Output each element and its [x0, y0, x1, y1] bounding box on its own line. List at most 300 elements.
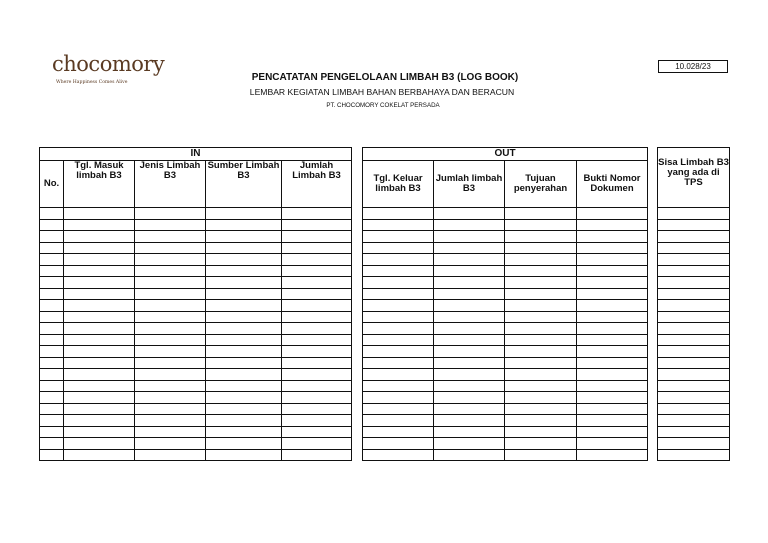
table-row	[40, 357, 730, 369]
table-cell[interactable]	[206, 346, 282, 358]
table-cell[interactable]	[282, 346, 352, 358]
page-title: PENCATATAN PENGELOLAAN LIMBAH B3 (LOG BOOK)	[251, 72, 519, 83]
table-cell[interactable]	[577, 277, 648, 289]
logo-wordmark: chocomory	[52, 52, 165, 76]
table-cell[interactable]	[434, 265, 505, 277]
table-cell[interactable]	[658, 438, 730, 450]
table-cell[interactable]	[658, 357, 730, 369]
table-cell[interactable]	[505, 288, 577, 300]
table-cell[interactable]	[577, 208, 648, 220]
table-cell[interactable]	[505, 265, 577, 277]
table-cell[interactable]	[135, 403, 206, 415]
column-separator	[648, 277, 658, 289]
log-table-body	[40, 208, 730, 461]
table-cell[interactable]	[206, 277, 282, 289]
table-cell[interactable]	[282, 369, 352, 381]
column-separator	[648, 265, 658, 277]
table-cell[interactable]	[40, 357, 64, 369]
table-cell[interactable]	[135, 288, 206, 300]
table-cell[interactable]	[505, 231, 577, 243]
table-cell[interactable]	[363, 334, 434, 346]
table-row	[40, 415, 730, 427]
table-row	[40, 265, 730, 277]
table-cell[interactable]	[40, 323, 64, 335]
table-cell[interactable]	[64, 369, 135, 381]
table-cell[interactable]	[577, 426, 648, 438]
table-cell[interactable]	[282, 415, 352, 427]
table-cell[interactable]	[505, 392, 577, 404]
table-row	[40, 277, 730, 289]
table-cell[interactable]	[282, 219, 352, 231]
table-cell[interactable]	[206, 334, 282, 346]
table-cell[interactable]	[40, 288, 64, 300]
table-row	[40, 219, 730, 231]
table-row	[40, 323, 730, 335]
column-separator	[648, 242, 658, 254]
table-cell[interactable]	[658, 208, 730, 220]
table-cell[interactable]	[206, 265, 282, 277]
table-cell[interactable]	[505, 311, 577, 323]
table-cell[interactable]	[363, 311, 434, 323]
column-separator	[352, 415, 363, 427]
column-separator	[352, 380, 363, 392]
table-row	[40, 392, 730, 404]
table-cell[interactable]	[135, 380, 206, 392]
table-cell[interactable]	[658, 311, 730, 323]
table-cell[interactable]	[434, 415, 505, 427]
column-separator	[352, 438, 363, 450]
table-cell[interactable]	[658, 346, 730, 358]
table-cell[interactable]	[434, 288, 505, 300]
table-row	[40, 311, 730, 323]
table-cell[interactable]	[658, 254, 730, 266]
table-cell[interactable]	[206, 288, 282, 300]
header-jumlah-in: Jumlah Limbah B3	[282, 161, 352, 208]
column-separator	[648, 346, 658, 358]
table-cell[interactable]	[363, 277, 434, 289]
table-cell[interactable]	[363, 426, 434, 438]
table-cell[interactable]	[40, 231, 64, 243]
column-separator	[648, 288, 658, 300]
table-cell[interactable]	[282, 277, 352, 289]
table-cell[interactable]	[135, 208, 206, 220]
table-cell[interactable]	[135, 357, 206, 369]
table-cell[interactable]	[40, 415, 64, 427]
column-separator	[352, 265, 363, 277]
table-cell[interactable]	[135, 415, 206, 427]
table-cell[interactable]	[64, 288, 135, 300]
column-separator	[352, 369, 363, 381]
column-separator	[352, 311, 363, 323]
table-cell[interactable]	[505, 438, 577, 450]
table-cell[interactable]	[206, 415, 282, 427]
table-cell[interactable]	[206, 449, 282, 461]
table-cell[interactable]	[206, 438, 282, 450]
column-separator	[352, 231, 363, 243]
table-cell[interactable]	[505, 380, 577, 392]
table-cell[interactable]	[40, 334, 64, 346]
column-separator	[648, 219, 658, 231]
table-cell[interactable]	[282, 438, 352, 450]
table-cell[interactable]	[64, 392, 135, 404]
table-cell[interactable]	[363, 392, 434, 404]
table-cell[interactable]	[282, 300, 352, 312]
table-cell[interactable]	[282, 208, 352, 220]
table-cell[interactable]	[577, 311, 648, 323]
table-cell[interactable]	[434, 392, 505, 404]
table-cell[interactable]	[40, 219, 64, 231]
table-cell[interactable]	[577, 288, 648, 300]
column-separator	[648, 426, 658, 438]
table-cell[interactable]	[282, 288, 352, 300]
table-cell[interactable]	[135, 334, 206, 346]
table-cell[interactable]	[64, 449, 135, 461]
table-cell[interactable]	[206, 208, 282, 220]
table-cell[interactable]	[658, 300, 730, 312]
table-cell[interactable]	[658, 231, 730, 243]
column-separator	[648, 415, 658, 427]
table-cell[interactable]	[658, 277, 730, 289]
table-cell[interactable]	[363, 369, 434, 381]
table-row	[40, 449, 730, 461]
table-cell[interactable]	[505, 369, 577, 381]
table-cell[interactable]	[505, 323, 577, 335]
table-cell[interactable]	[64, 415, 135, 427]
table-cell[interactable]	[135, 311, 206, 323]
page-subtitle: LEMBAR KEGIATAN LIMBAH BAHAN BERBAHAYA DAN BERACUN	[249, 87, 515, 97]
out-group-header: OUT	[363, 148, 648, 161]
table-cell[interactable]	[658, 265, 730, 277]
table-cell[interactable]	[282, 380, 352, 392]
table-cell[interactable]	[363, 288, 434, 300]
column-separator	[352, 161, 363, 208]
table-cell[interactable]	[505, 357, 577, 369]
table-cell[interactable]	[363, 438, 434, 450]
table-cell[interactable]	[363, 231, 434, 243]
table-cell[interactable]	[282, 323, 352, 335]
column-separator	[352, 277, 363, 289]
table-cell[interactable]	[434, 357, 505, 369]
table-cell[interactable]	[135, 242, 206, 254]
table-cell[interactable]	[505, 219, 577, 231]
table-cell[interactable]	[577, 323, 648, 335]
table-cell[interactable]	[505, 242, 577, 254]
table-cell[interactable]	[135, 392, 206, 404]
column-separator	[648, 323, 658, 335]
column-separator	[648, 161, 658, 208]
column-separator	[352, 288, 363, 300]
table-cell[interactable]	[658, 288, 730, 300]
table-cell[interactable]	[658, 449, 730, 461]
table-cell[interactable]	[577, 392, 648, 404]
table-cell[interactable]	[64, 311, 135, 323]
table-cell[interactable]	[658, 392, 730, 404]
table-cell[interactable]	[206, 219, 282, 231]
table-cell[interactable]	[505, 346, 577, 358]
in-group-header: IN	[40, 148, 352, 161]
table-cell[interactable]	[282, 254, 352, 266]
table-cell[interactable]	[64, 357, 135, 369]
column-separator	[648, 392, 658, 404]
table-cell[interactable]	[363, 357, 434, 369]
table-cell[interactable]	[658, 334, 730, 346]
column-separator	[648, 449, 658, 461]
table-cell[interactable]	[135, 231, 206, 243]
table-cell[interactable]	[363, 415, 434, 427]
table-cell[interactable]	[434, 438, 505, 450]
table-cell[interactable]	[64, 323, 135, 335]
table-cell[interactable]	[40, 311, 64, 323]
table-cell[interactable]	[64, 346, 135, 358]
table-cell[interactable]	[64, 277, 135, 289]
table-row	[40, 208, 730, 220]
column-separator	[648, 403, 658, 415]
table-cell[interactable]	[40, 242, 64, 254]
table-cell[interactable]	[282, 242, 352, 254]
table-cell[interactable]	[135, 449, 206, 461]
table-cell[interactable]	[505, 415, 577, 427]
table-row	[40, 254, 730, 266]
table-cell[interactable]	[135, 323, 206, 335]
table-cell[interactable]	[505, 300, 577, 312]
table-cell[interactable]	[577, 369, 648, 381]
table-cell[interactable]	[434, 426, 505, 438]
column-separator	[352, 346, 363, 358]
table-cell[interactable]	[135, 438, 206, 450]
table-cell[interactable]	[577, 242, 648, 254]
table-cell[interactable]	[282, 392, 352, 404]
table-cell[interactable]	[282, 403, 352, 415]
table-cell[interactable]	[363, 403, 434, 415]
column-separator	[648, 231, 658, 243]
column-separator	[648, 369, 658, 381]
table-cell[interactable]	[135, 219, 206, 231]
column-separator	[352, 334, 363, 346]
table-cell[interactable]	[64, 300, 135, 312]
log-book-table	[39, 147, 730, 461]
table-cell[interactable]	[363, 346, 434, 358]
table-cell[interactable]	[658, 426, 730, 438]
table-cell[interactable]	[577, 219, 648, 231]
document-number: 10.028/23	[658, 60, 728, 73]
column-separator	[648, 380, 658, 392]
table-cell[interactable]	[577, 254, 648, 266]
table-cell[interactable]	[64, 265, 135, 277]
table-cell[interactable]	[206, 357, 282, 369]
column-separator	[352, 219, 363, 231]
table-cell[interactable]	[40, 300, 64, 312]
column-separator	[648, 357, 658, 369]
table-cell[interactable]	[40, 426, 64, 438]
table-cell[interactable]	[40, 346, 64, 358]
table-cell[interactable]	[434, 208, 505, 220]
table-cell[interactable]	[363, 323, 434, 335]
table-cell[interactable]	[577, 438, 648, 450]
table-cell[interactable]	[434, 311, 505, 323]
table-row	[40, 300, 730, 312]
table-cell[interactable]	[505, 449, 577, 461]
table-cell[interactable]	[135, 300, 206, 312]
table-cell[interactable]	[135, 254, 206, 266]
header-jumlah-out: Jumlah limbah B3	[434, 161, 505, 208]
table-cell[interactable]	[64, 254, 135, 266]
table-cell[interactable]	[206, 369, 282, 381]
table-cell[interactable]	[434, 449, 505, 461]
table-cell[interactable]	[40, 449, 64, 461]
table-cell[interactable]	[40, 380, 64, 392]
table-cell[interactable]	[363, 254, 434, 266]
table-cell[interactable]	[206, 426, 282, 438]
column-separator	[352, 208, 363, 220]
column-separator	[648, 334, 658, 346]
table-cell[interactable]	[577, 346, 648, 358]
table-cell[interactable]	[363, 219, 434, 231]
table-cell[interactable]	[135, 346, 206, 358]
table-cell[interactable]	[434, 380, 505, 392]
column-separator	[648, 148, 658, 161]
table-cell[interactable]	[282, 265, 352, 277]
column-separator	[648, 438, 658, 450]
table-cell[interactable]	[577, 403, 648, 415]
table-cell[interactable]	[64, 334, 135, 346]
table-cell[interactable]	[282, 426, 352, 438]
table-cell[interactable]	[64, 219, 135, 231]
column-separator	[648, 300, 658, 312]
table-cell[interactable]	[40, 277, 64, 289]
table-cell[interactable]	[658, 415, 730, 427]
table-cell[interactable]	[282, 449, 352, 461]
table-cell[interactable]	[505, 254, 577, 266]
header-bukti-dokumen: Bukti Nomor Dokumen	[577, 161, 648, 208]
table-cell[interactable]	[206, 242, 282, 254]
table-cell[interactable]	[577, 449, 648, 461]
column-separator	[352, 426, 363, 438]
table-cell[interactable]	[363, 242, 434, 254]
table-cell[interactable]	[206, 380, 282, 392]
table-cell[interactable]	[658, 369, 730, 381]
table-row	[40, 242, 730, 254]
table-cell[interactable]	[135, 265, 206, 277]
table-cell[interactable]	[363, 265, 434, 277]
table-row	[40, 426, 730, 438]
column-separator	[352, 148, 363, 161]
table-cell[interactable]	[577, 334, 648, 346]
table-cell[interactable]	[206, 300, 282, 312]
table-cell[interactable]	[64, 208, 135, 220]
company-logo	[52, 52, 165, 92]
table-row	[40, 438, 730, 450]
table-cell[interactable]	[282, 311, 352, 323]
table-cell[interactable]	[363, 380, 434, 392]
table-cell[interactable]	[577, 380, 648, 392]
table-cell[interactable]	[434, 242, 505, 254]
table-cell[interactable]	[505, 334, 577, 346]
table-cell[interactable]	[505, 277, 577, 289]
table-cell[interactable]	[64, 242, 135, 254]
table-cell[interactable]	[282, 334, 352, 346]
table-cell[interactable]	[434, 219, 505, 231]
table-cell[interactable]	[40, 392, 64, 404]
table-cell[interactable]	[434, 323, 505, 335]
table-cell[interactable]	[206, 311, 282, 323]
table-cell[interactable]	[206, 231, 282, 243]
table-cell[interactable]	[40, 265, 64, 277]
company-name: PT. CHOCOMORY COKELAT PERSADA	[326, 102, 440, 109]
table-cell[interactable]	[135, 426, 206, 438]
table-cell[interactable]	[40, 403, 64, 415]
table-row	[40, 346, 730, 358]
table-cell[interactable]	[206, 323, 282, 335]
table-cell[interactable]	[40, 208, 64, 220]
column-separator	[352, 357, 363, 369]
table-row	[40, 288, 730, 300]
table-cell[interactable]	[577, 415, 648, 427]
table-cell[interactable]	[282, 357, 352, 369]
table-cell[interactable]	[658, 242, 730, 254]
table-cell[interactable]	[135, 277, 206, 289]
table-cell[interactable]	[363, 300, 434, 312]
table-cell[interactable]	[577, 300, 648, 312]
column-separator	[352, 242, 363, 254]
table-cell[interactable]	[206, 392, 282, 404]
table-cell[interactable]	[434, 403, 505, 415]
column-separator	[352, 254, 363, 266]
table-row	[40, 380, 730, 392]
table-cell[interactable]	[434, 300, 505, 312]
table-cell[interactable]	[64, 438, 135, 450]
table-row	[40, 334, 730, 346]
table-cell[interactable]	[64, 231, 135, 243]
table-cell[interactable]	[658, 380, 730, 392]
table-cell[interactable]	[40, 369, 64, 381]
column-separator	[352, 403, 363, 415]
table-cell[interactable]	[505, 426, 577, 438]
table-row	[40, 231, 730, 243]
table-cell[interactable]	[434, 334, 505, 346]
table-cell[interactable]	[363, 449, 434, 461]
table-cell[interactable]	[434, 277, 505, 289]
table-cell[interactable]	[135, 369, 206, 381]
column-separator	[648, 311, 658, 323]
table-cell[interactable]	[577, 357, 648, 369]
table-cell[interactable]	[363, 208, 434, 220]
table-cell[interactable]	[206, 403, 282, 415]
table-cell[interactable]	[40, 438, 64, 450]
table-cell[interactable]	[505, 208, 577, 220]
table-cell[interactable]	[577, 265, 648, 277]
table-cell[interactable]	[658, 323, 730, 335]
logo-tagline: Where Happiness Comes Alive	[56, 80, 128, 85]
table-cell[interactable]	[658, 403, 730, 415]
table-cell[interactable]	[282, 231, 352, 243]
header-sisa-limbah: Sisa Limbah B3 yang ada di TPS	[658, 148, 730, 208]
table-cell[interactable]	[434, 369, 505, 381]
table-cell[interactable]	[434, 231, 505, 243]
table-cell[interactable]	[206, 254, 282, 266]
table-row	[40, 403, 730, 415]
table-row	[40, 369, 730, 381]
header-tujuan: Tujuan penyerahan	[505, 161, 577, 208]
table-cell[interactable]	[64, 380, 135, 392]
table-cell[interactable]	[658, 219, 730, 231]
table-cell[interactable]	[64, 426, 135, 438]
table-cell[interactable]	[505, 403, 577, 415]
table-cell[interactable]	[40, 254, 64, 266]
table-cell[interactable]	[577, 231, 648, 243]
table-cell[interactable]	[434, 346, 505, 358]
table-cell[interactable]	[434, 254, 505, 266]
table-cell[interactable]	[64, 403, 135, 415]
